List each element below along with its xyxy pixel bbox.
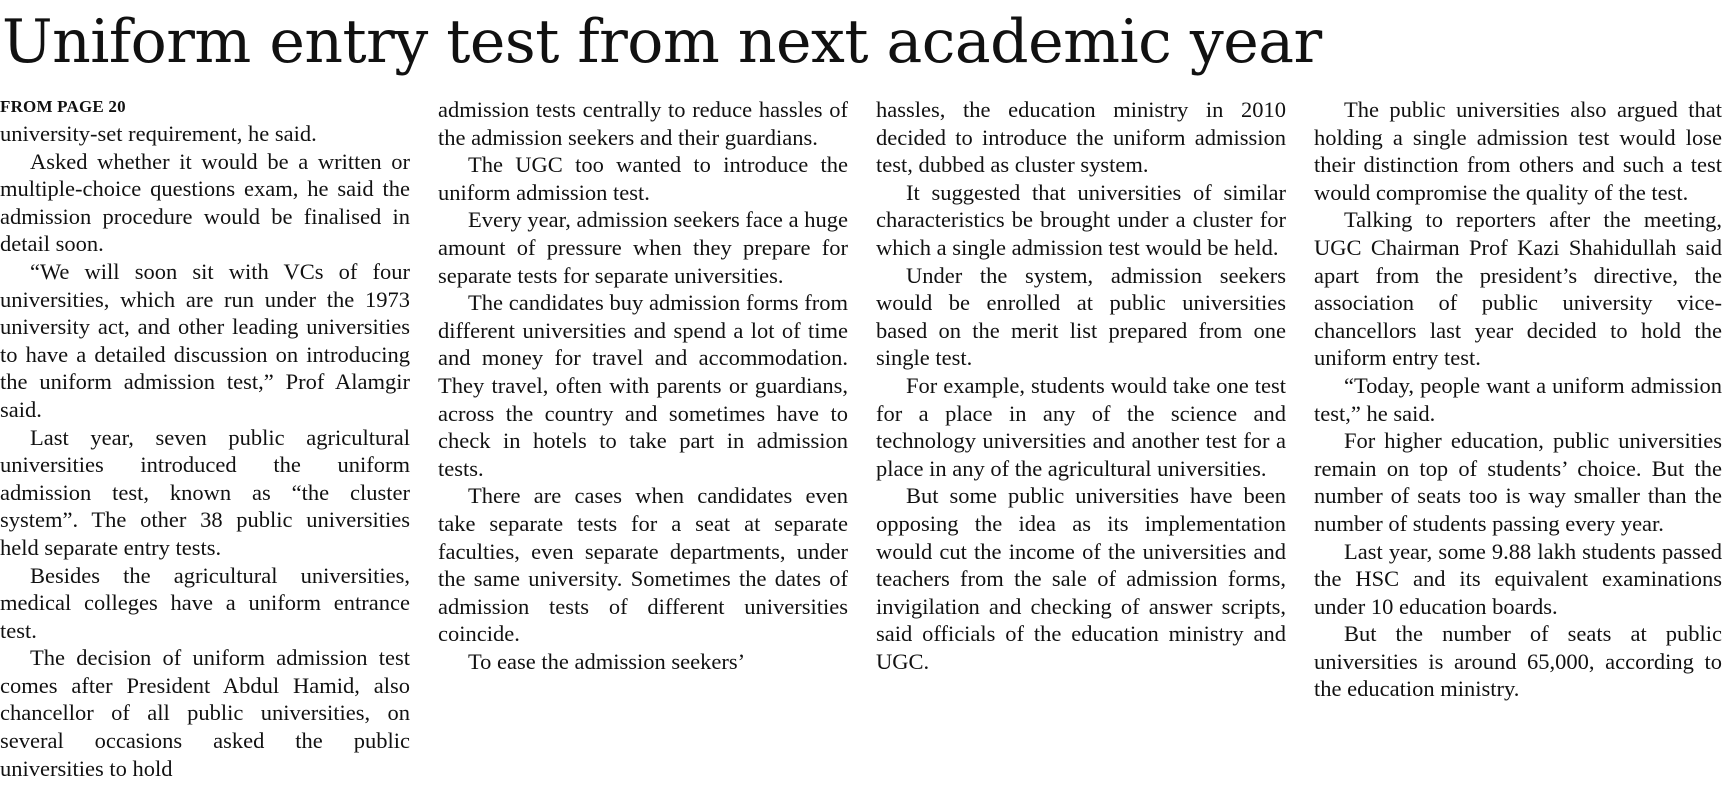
paragraph: “Today, people want a uniform admission test,” he said.: [1314, 372, 1722, 426]
paragraph: hassles, the education ministry in 2010 decided to introduce the uniform admission test, dubbed as cluster system.: [876, 97, 1286, 178]
paragraph: Last year, some 9.88 lakh students passed the HSC and its equivalent examinations under 10 education boards.: [1314, 538, 1722, 619]
page-continuation-kicker: FROM PAGE 20: [0, 97, 126, 116]
paragraph: The candidates buy admission forms from different universities and spend a lot of time and money for travel and accommodation. They travel, often with parents or guardians, across the country and sometimes have to check in hotels to take part in admission tests.: [438, 290, 848, 481]
paragraph: Talking to reporters after the meeting, UGC Chairman Prof Kazi Shahidullah said apart from the president’s directive, the association of public university vice-chancellors last year decided to hold the uniform entry test.: [1314, 207, 1722, 371]
paragraph: “We will soon sit with VCs of four universities, which are run under the 1973 university act, and other leading universities to have a detailed discussion on introducing the uniform admission test,” Prof Alamgir said.: [0, 258, 410, 422]
paragraph: admission tests centrally to reduce hassles of the admission seekers and their guardians.: [438, 97, 848, 150]
paragraph: But the number of seats at public universities is around 65,000, according to the education ministry.: [1314, 621, 1722, 702]
article-column-2: [438, 96, 848, 802]
paragraph: Under the system, admission seekers would be enrolled at public universities based on the merit list prepared from one single test.: [876, 262, 1286, 371]
headline: Uniform entry test from next academic year: [2, 7, 1322, 77]
paragraph: For higher education, public universities remain on top of students’ choice. But the number of seats too is way smaller than the number of students passing every year.: [1314, 428, 1722, 536]
article-body: [0, 96, 1722, 802]
paragraph: But some public universities have been opposing the idea as its implementation would cut the income of the universities and teachers from the sale of admission forms, invigilation and checking of answer scripts, said officials of the education ministry and UGC.: [876, 483, 1286, 674]
paragraph: The decision of uniform admission test comes after President Abdul Hamid, also chancellor of all public universities, on several occasions asked the public universities to hold: [0, 645, 410, 781]
paragraph: university-set requirement, he said.: [0, 121, 317, 146]
paragraph: To ease the admission seekers’: [468, 648, 746, 674]
paragraph: Last year, seven public agricultural universities introduced the uniform admission test, known as “the cluster system”. The other 38 public universities held separate entry tests.: [0, 424, 410, 560]
paragraph: Every year, admission seekers face a huge amount of pressure when they prepare for separate tests for separate universities.: [438, 207, 848, 288]
article-column-3: [876, 96, 1286, 802]
paragraph: For example, students would take one test for a place in any of the science and technology universities and another test for a place in any of the agricultural universities.: [876, 372, 1286, 481]
paragraph: The UGC too wanted to introduce the uniform admission test.: [438, 152, 848, 205]
article-column-1: [0, 96, 410, 802]
paragraph: There are cases when candidates even take separate tests for a seat at separate faculties, even separate departments, under the same university. Sometimes the dates of admission tests of different universities coincide.: [438, 483, 848, 647]
article-column-4: [1314, 96, 1722, 802]
paragraph: Besides the agricultural universities, medical colleges have a uniform entrance test.: [0, 562, 410, 643]
paragraph: The public universities also argued that holding a single admission test would lose their distinction from others and such a test would compromise the quality of the test.: [1314, 97, 1722, 205]
paragraph: It suggested that universities of similar characteristics be brought under a cluster for which a single admission test would be held.: [876, 179, 1286, 260]
paragraph: Asked whether it would be a written or multiple-choice questions exam, he said the admission procedure would be finalised in detail soon.: [0, 148, 410, 257]
